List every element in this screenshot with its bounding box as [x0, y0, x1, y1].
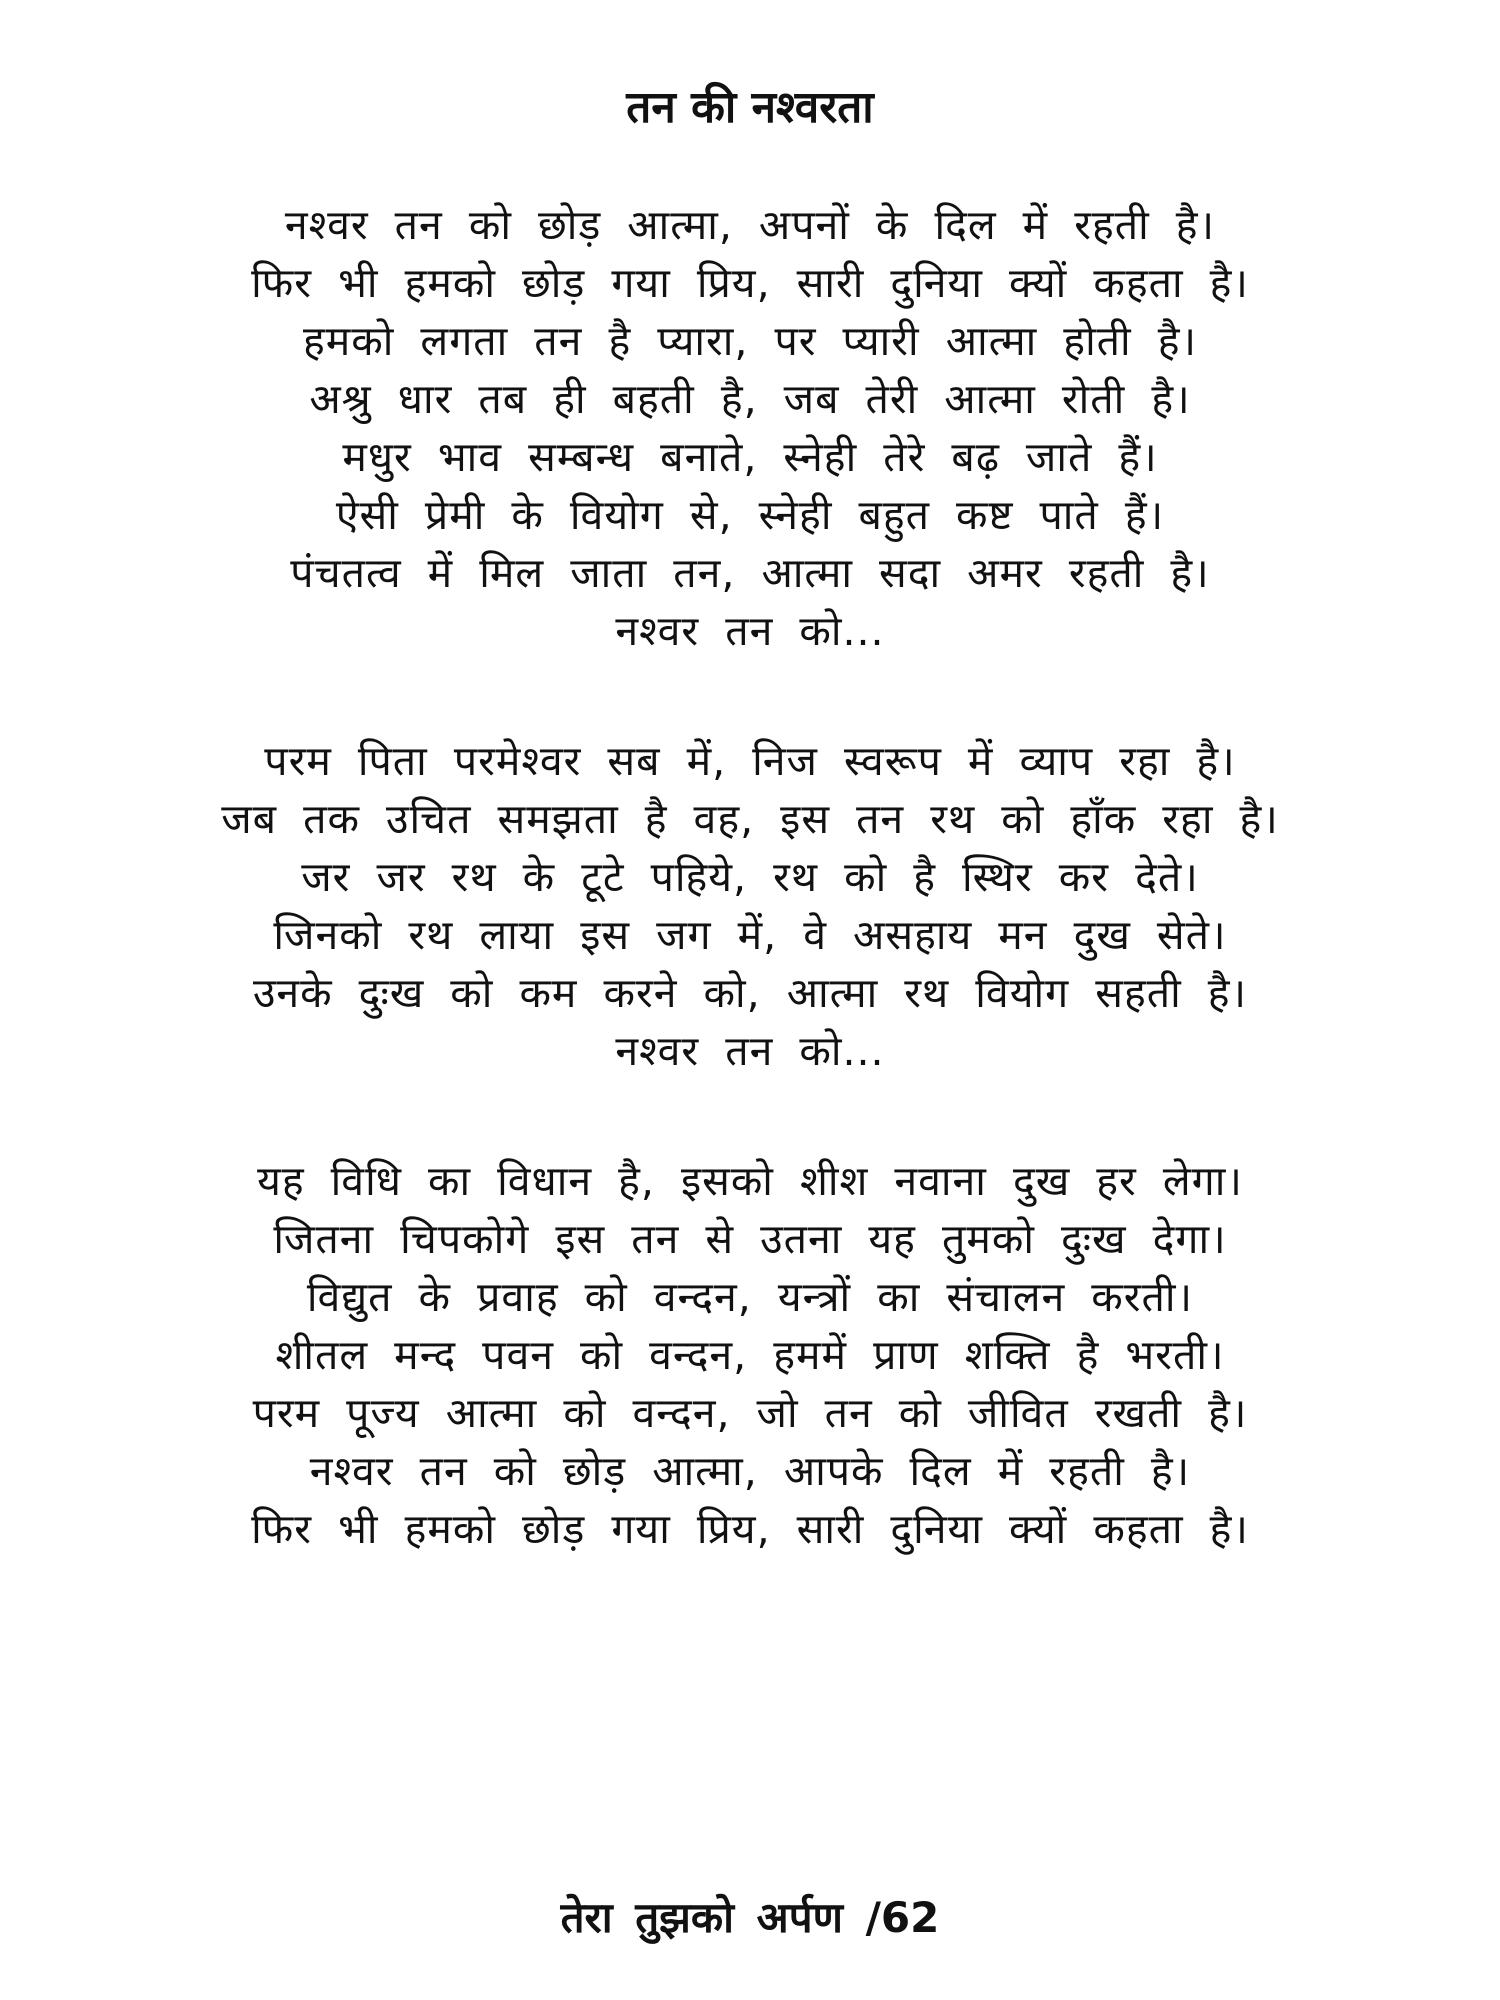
stanza-1	[40, 196, 1460, 660]
poem-line: शीतल मन्द पवन को वन्दन, हममें प्राण शक्ति है भरती।	[275, 1331, 1225, 1379]
poem-line: फिर भी हमको छोड़ गया प्रिय, सारी दुनिया क्यों कहता है।	[251, 1505, 1249, 1553]
poem-line: नश्वर तन को छोड़ आत्मा, अपनों के दिल में रहती है।	[284, 201, 1216, 249]
poem-line: नश्वर तन को छोड़ आत्मा, आपके दिल में रहती है।	[309, 1447, 1191, 1495]
stanza-3	[40, 1152, 1460, 1558]
poem-line: हमको लगता तन है प्यारा, पर प्यारी आत्मा होती है।	[302, 317, 1198, 365]
refrain-line: नश्वर तन को...	[615, 1027, 885, 1075]
page-title: तन की नश्वरता	[626, 82, 874, 133]
poem-line: यह विधि का विधान है, इसको शीश नवाना दुख हर लेगा।	[257, 1157, 1243, 1205]
poem-line: विद्युत के प्रवाह को वन्दन, यन्त्रों का संचालन करती।	[306, 1273, 1194, 1321]
poem-line: ऐसी प्रेमी के वियोग से, स्नेही बहुत कष्ट पाते हैं।	[335, 491, 1165, 539]
poem-line: जब तक उचित समझता है वह, इस तन रथ को हाँक रहा है।	[221, 795, 1279, 843]
poem-line: उनके दुःख को कम करने को, आत्मा रथ वियोग सहती है।	[252, 969, 1248, 1017]
poem-line: जिनको रथ लाया इस जग में, वे असहाय मन दुख सेते।	[273, 911, 1227, 959]
poem-line: पंचतत्व में मिल जाता तन, आत्मा सदा अमर रहती है।	[290, 549, 1210, 597]
poem-body	[40, 196, 1460, 1630]
refrain-line: नश्वर तन को...	[615, 607, 885, 655]
poem-line: अश्रु धार तब ही बहती है, जब तेरी आत्मा रोती है।	[309, 375, 1191, 423]
poem-line: जर जर रथ के टूटे पहिये, रथ को है स्थिर कर देते।	[301, 853, 1199, 901]
page-footer: तेरा तुझको अर्पण /62	[560, 1893, 940, 1942]
poem-line: मधुर भाव सम्बन्ध बनाते, स्नेही तेरे बढ़ जाते हैं।	[342, 433, 1158, 481]
stanza-2	[40, 732, 1460, 1080]
poem-line: फिर भी हमको छोड़ गया प्रिय, सारी दुनिया क्यों कहता है।	[251, 259, 1249, 307]
poem-line: परम पूज्य आत्मा को वन्दन, जो तन को जीवित रखती है।	[252, 1389, 1248, 1437]
poem-line: जितना चिपकोगे इस तन से उतना यह तुमको दुःख देगा।	[273, 1215, 1227, 1263]
poem-line: परम पिता परमेश्वर सब में, निज स्वरूप में व्याप रहा है।	[264, 737, 1236, 785]
